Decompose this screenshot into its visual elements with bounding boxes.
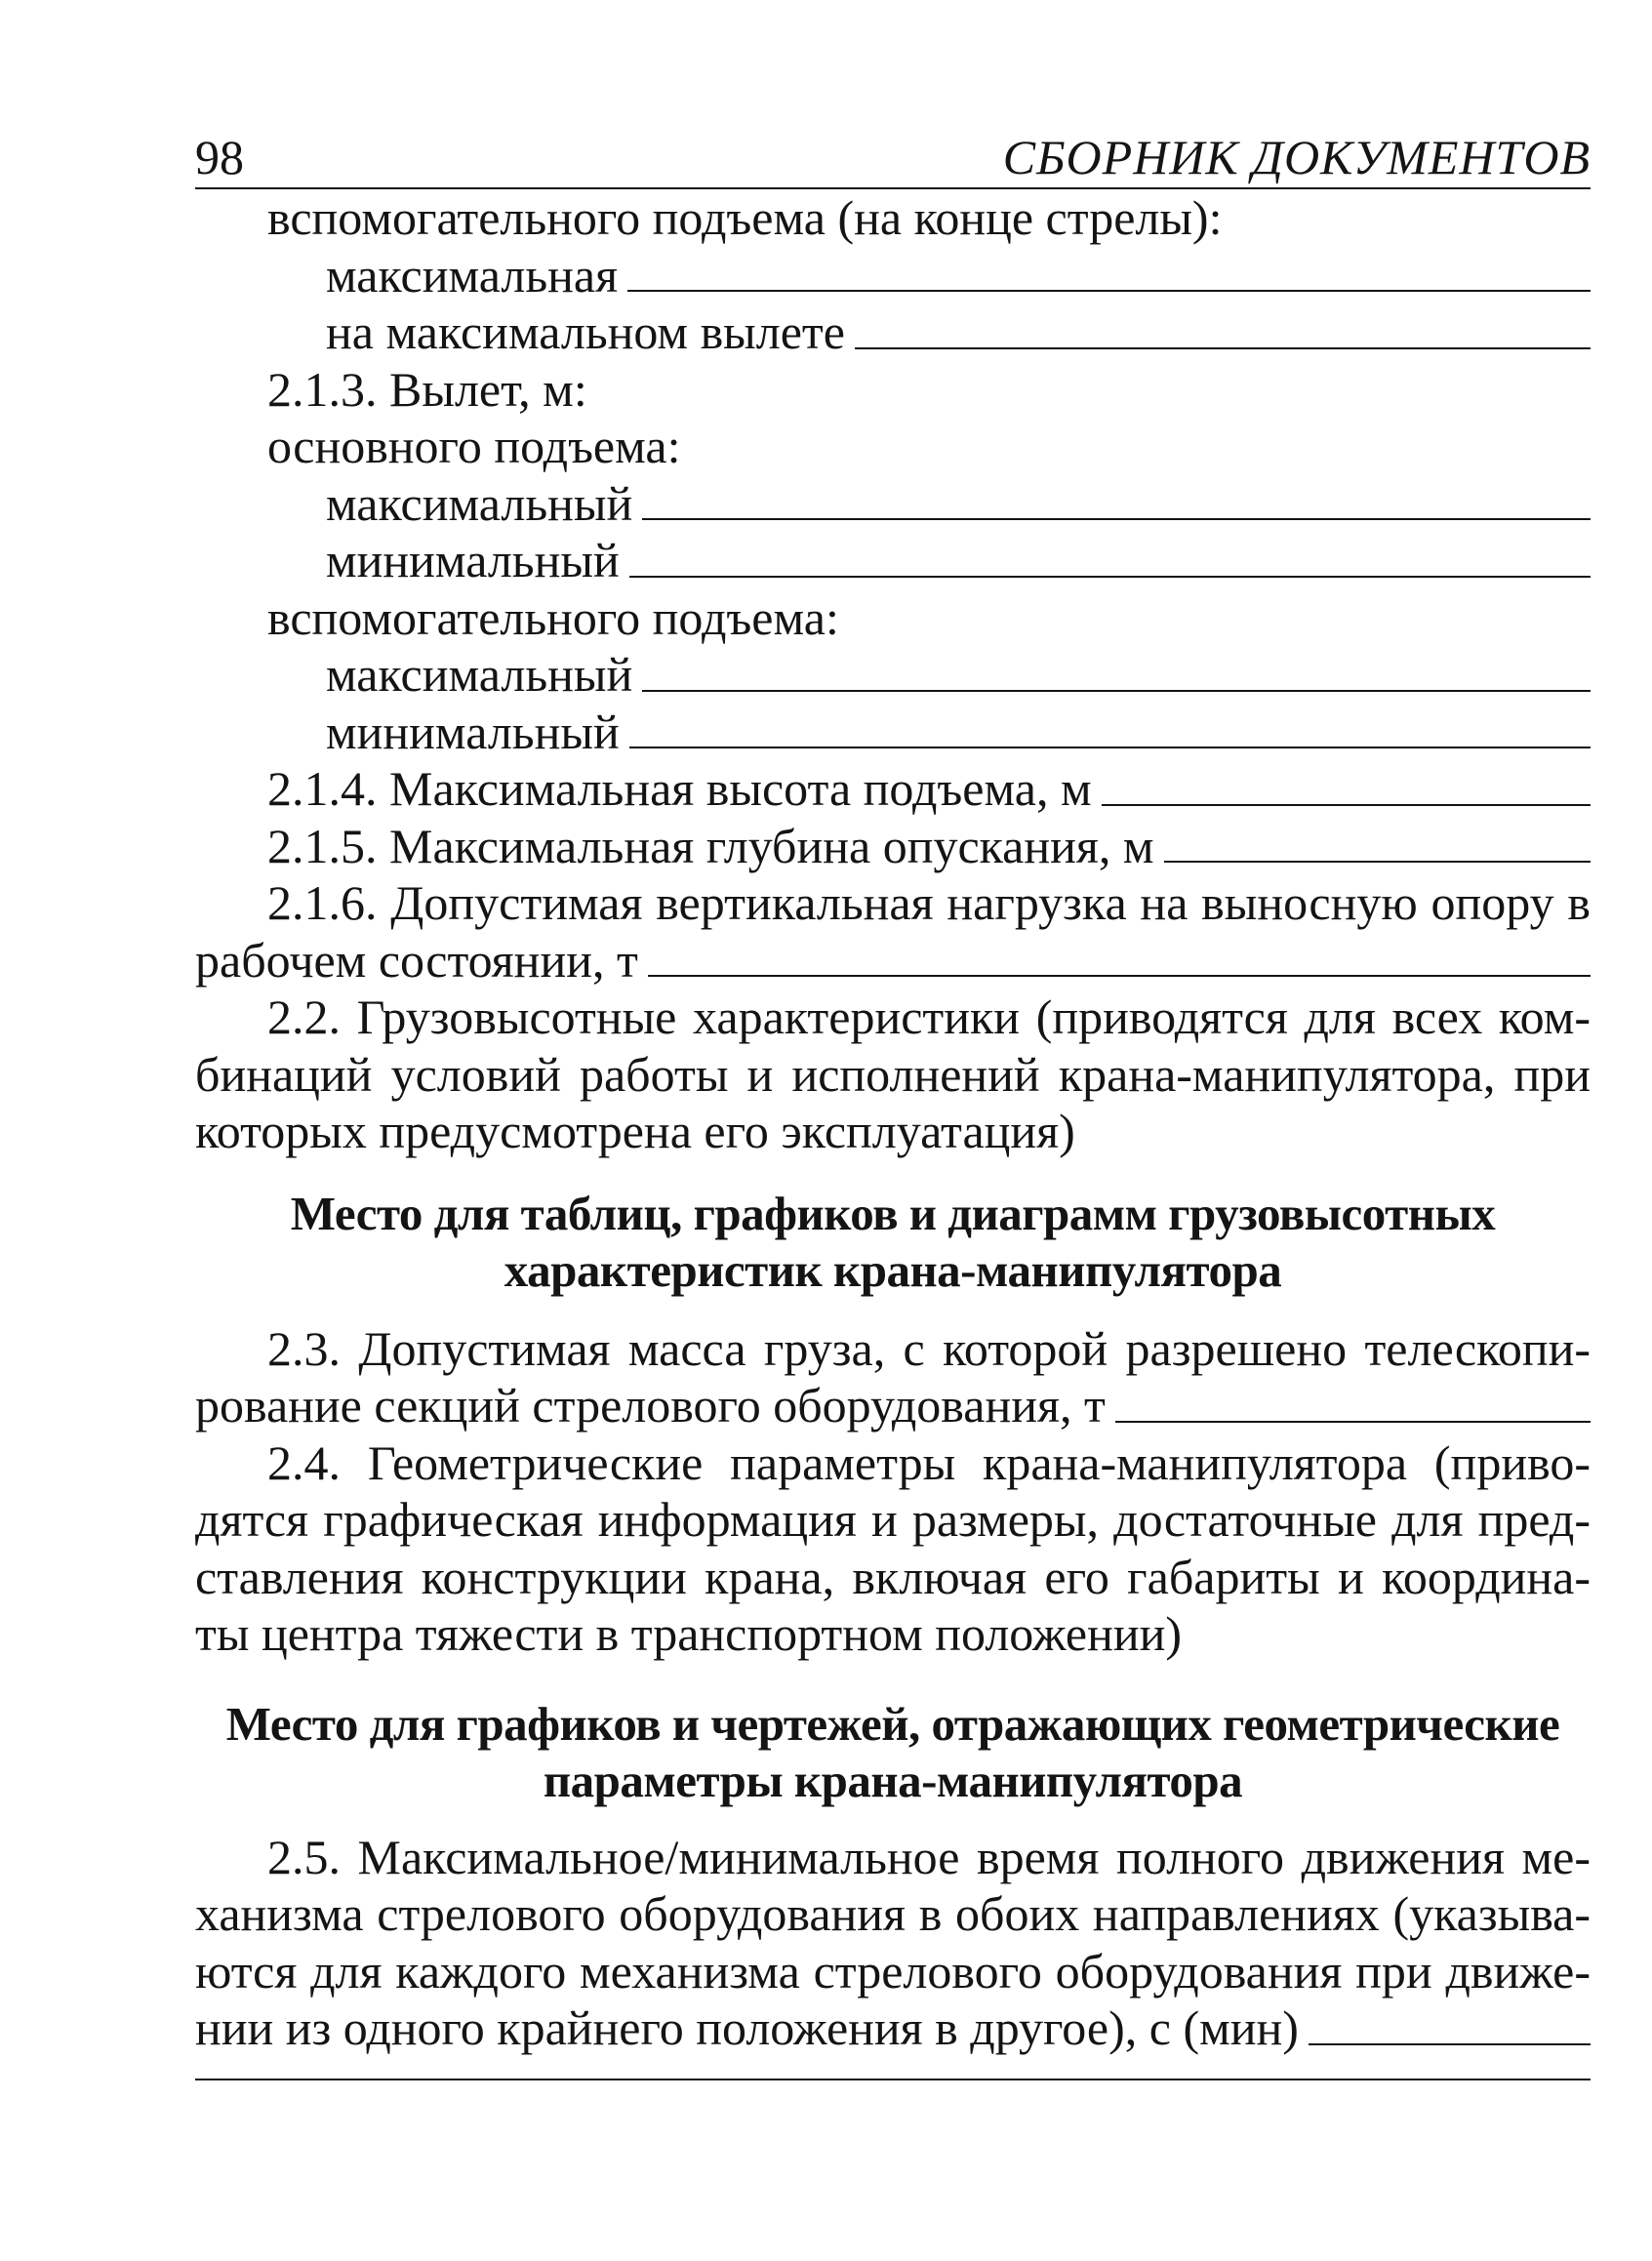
field-line: минимальный <box>195 532 1591 589</box>
field-line: на максимальном вылете <box>195 303 1591 361</box>
page-number: 98 <box>195 130 244 184</box>
fill-in-blank[interactable] <box>642 518 1591 520</box>
field-line: 2.1.5. Максимальная глубина опускания, м <box>195 818 1591 875</box>
fill-in-blank[interactable] <box>1102 804 1591 806</box>
text-line: вспомогательного подъема (на конце стрелы): <box>267 190 1223 245</box>
running-title: СБОРНИК ДОКУМЕНТОВ <box>1002 130 1591 184</box>
fill-in-blank[interactable] <box>1164 861 1591 863</box>
field-line: максимальная <box>195 247 1591 304</box>
text-line: вспомогательного подъема: <box>267 589 839 645</box>
section-heading: Место для таблиц, графиков и диаграмм грузовысотных характеристик крана-манипулятора <box>290 1186 1496 1297</box>
field-line: нии из одного крайнего положения в другое), с (мин) <box>195 1999 1591 2057</box>
fill-in-blank[interactable] <box>855 347 1591 349</box>
document-page <box>195 127 1591 2080</box>
fill-in-blank[interactable] <box>642 690 1591 692</box>
field-line: рабочем состоянии, т <box>195 932 1591 989</box>
paragraph-2-3: 2.3. Допустимая масса груза, с которой разрешено телескопи- рование секций стрелового оборудования, т <box>195 1320 1591 1433</box>
bottom-rule <box>195 2079 1591 2080</box>
fill-in-blank[interactable] <box>627 290 1591 292</box>
fill-in-blank[interactable] <box>629 576 1591 578</box>
page-header <box>195 127 1591 189</box>
fill-in-blank[interactable] <box>648 975 1591 977</box>
fill-in-blank[interactable] <box>1309 2043 1591 2045</box>
fill-in-blank[interactable] <box>629 747 1591 748</box>
fill-in-blank[interactable] <box>1115 1421 1591 1423</box>
paragraph-2-2: 2.2. Грузовысотные характеристики (приводятся для всех ком- бинаций условий работы и исполнений крана-манипулятора, при которых предусмотрена его эксплуатация) <box>195 989 1591 1158</box>
paragraph-2-4: 2.4. Геометрические параметры крана-манипулятора (приво- дятся графическая информация и размеры, достаточные для пред- ставления конструкции крана, включая его габариты и координа- ты центра тяжести в транспортном положении) <box>195 1434 1591 1661</box>
section-heading: Место для графиков и чертежей, отражающих геометрические параметры крана-манипулятора <box>225 1696 1560 1807</box>
text-line: 2.1.6. Допустимая вертикальная нагрузка на выносную опору в <box>267 875 1591 930</box>
field-line: минимальный <box>195 704 1591 761</box>
field-line: рование секций стрелового оборудования, т <box>195 1377 1591 1434</box>
text-line: 2.1.3. Вылет, м: <box>267 361 587 417</box>
field-line: 2.1.4. Максимальная высота подъема, м <box>195 760 1591 818</box>
text-line: основного подъема: <box>267 419 681 473</box>
paragraph-2-5: 2.5. Максимальное/минимальное время полного движения ме- ханизма стрелового оборудования в обоих направлениях (указыва- ются для каждого механизма стрелового оборудования при движе- нии из одного крайнего положения в другое), с (мин) <box>195 1829 1591 2055</box>
field-line: максимальный <box>195 646 1591 704</box>
field-line: максимальный <box>195 475 1591 533</box>
